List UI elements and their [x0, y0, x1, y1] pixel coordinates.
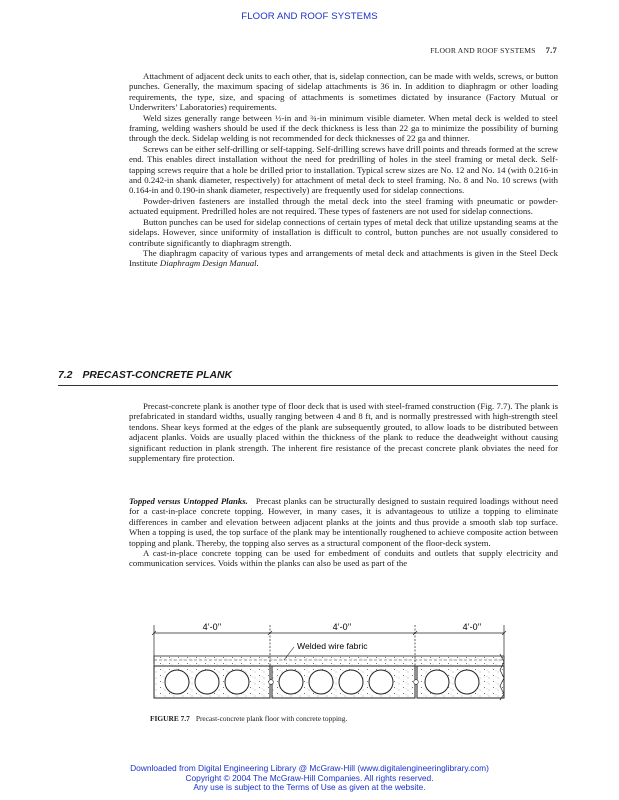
running-head	[430, 45, 557, 55]
paragraph: Powder-driven fasteners are installed through the metal deck into the steel framing with pneumatic or powder-actuated equipment. Predrilled holes are not required. These types of fasteners are not used for sidelap connections.	[129, 195, 558, 217]
paragraph: Precast-concrete plank is another type of floor deck that is used with steel-framed construction (Fig. 7.7). The plank is prefabricated in standard widths, usually ranging between 4 and 8 ft, and is normally prestressed with high-strength steel tendons. Shear keys formed at the edges of the plank are subsequently grouted, to allow loads to be distributed between adjacent planks. Voids are usually placed within the thickness of the plank to reduce the deadweight without causing significant reduction in plank strength. The inherent fire resistance of the precast concrete plank obviates the need for supplementary fire protection.	[129, 401, 558, 464]
shear-key	[269, 680, 274, 685]
plank-void	[455, 670, 479, 694]
paragraph	[129, 248, 558, 269]
shear-key	[414, 680, 419, 685]
running-head-title: FLOOR AND ROOF SYSTEMS	[430, 46, 536, 55]
manual-title: Diaphragm Design Manual.	[159, 258, 259, 269]
plank-floor-figure	[150, 620, 508, 712]
paragraph: Screws can be either self-drilling or self-tapping. Self-drilling screws have drill points and threads formed at the screw end. This enables direct installation without the need for predrilling of holes in the steel framing or metal deck. Self-tapping screws require that a hole be drilled prior to installation. Typical screw sizes are No. 12 and No. 14 (with 0.216-in and 0.242-in shank diameter, respectively) for attachment of metal deck to steel framing. No. 8 and No. 10 screws (with 0.164-in and 0.190-in shank diameter, respectively) are frequently used for sidelap connections.	[129, 143, 559, 196]
figure-caption	[150, 714, 347, 723]
paragraph	[129, 496, 558, 548]
dimension-label: 4’-0’’	[332, 622, 352, 632]
plank-section	[129, 401, 558, 463]
paragraph: Weld sizes generally range between ½-in and ¾-in minimum visible diameter. When metal deck is welded to steel framing, welding washers should be used if the deck thickness is less than 22 ga to minimize the possibility of burning through the deck. Sidelap welding is not recommended for deck thicknesses of 22 ga and thinner.	[129, 112, 558, 144]
paragraph-text: Precast planks can be structurally designed to sustain required loadings without need for a cast-in-place concrete topping. However, in many cases, it is advantageous to utilize a topping to eliminate differences in camber and elevation between adjacent planks at the joints and thus provide a smooth slab top surface. When a topping is used, the top surface of the plank may be intentionally roughened to achieve composite action between topping and plank. Thereby, the topping also serves as a structural component of the floor-deck system.	[129, 496, 558, 548]
footer-terms: Any use is subject to the Terms of Use as given at the website.	[193, 782, 426, 793]
concrete-topping	[154, 656, 504, 666]
caption-text: Precast-concrete plank floor with concrete topping.	[195, 714, 348, 723]
paragraph-text: The diaphragm capacity of various types and arrangements of metal deck and attachments is given in the Steel Deck Institute	[129, 247, 558, 269]
plank-void	[425, 670, 449, 694]
plank-void	[279, 670, 303, 694]
figure-label: FIGURE 7.7	[150, 714, 190, 723]
plank-void	[309, 670, 333, 694]
sidelap-section	[129, 71, 558, 269]
plank-void	[339, 670, 363, 694]
paragraph: A cast-in-place concrete topping can be used for embedment of conduits and outlets that supply electricity and communication services. Voids within the planks can also be used as part of the	[129, 548, 558, 569]
paragraph: Button punches can be used for sidelap connections of certain types of metal deck that utilize upstanding seams at the sidelaps. However, since uniformity of installation is difficult to control, button punches are not usually considered to contribute significantly to diaphragm strength.	[129, 216, 558, 248]
plank-void	[165, 670, 189, 694]
plank-void	[369, 670, 393, 694]
footer-copyright: Copyright © 2004 The McGraw-Hill Companies. All rights reserved.	[185, 772, 434, 783]
section-heading	[58, 370, 558, 386]
plank-void	[195, 670, 219, 694]
paragraph: Attachment of adjacent deck units to each other, that is, sidelap connection, can be made with welds, screws, or button punches. Generally, the maximum spacing of sidelap attachments is 36 in. In addition to diaphragm or other loading requirements, the type, size, and spacing of attachments is sometimes dictated by insurance (Factory Mutual or Underwriters’ Laboratories) requirements.	[129, 71, 558, 113]
dimension-label: 4’-0’’	[202, 622, 222, 632]
wire-fabric-label: Welded wire fabric	[297, 641, 368, 651]
dimension-label: 4’-0’’	[462, 622, 482, 632]
runin-heading: Topped versus Untopped Planks.	[129, 496, 248, 506]
section-title: PRECAST-CONCRETE PLANK	[82, 370, 232, 381]
download-footer	[0, 764, 619, 793]
source-banner: FLOOR AND ROOF SYSTEMS	[241, 11, 378, 22]
footer-download-link[interactable]: Downloaded from Digital Engineering Library @ McGraw-Hill (www.digitalengineeringlibrary.com)	[130, 763, 489, 773]
topped-section	[129, 496, 558, 569]
section-number: 7.2	[58, 370, 73, 381]
plank-void	[225, 670, 249, 694]
page-number: 7.7	[545, 45, 557, 55]
